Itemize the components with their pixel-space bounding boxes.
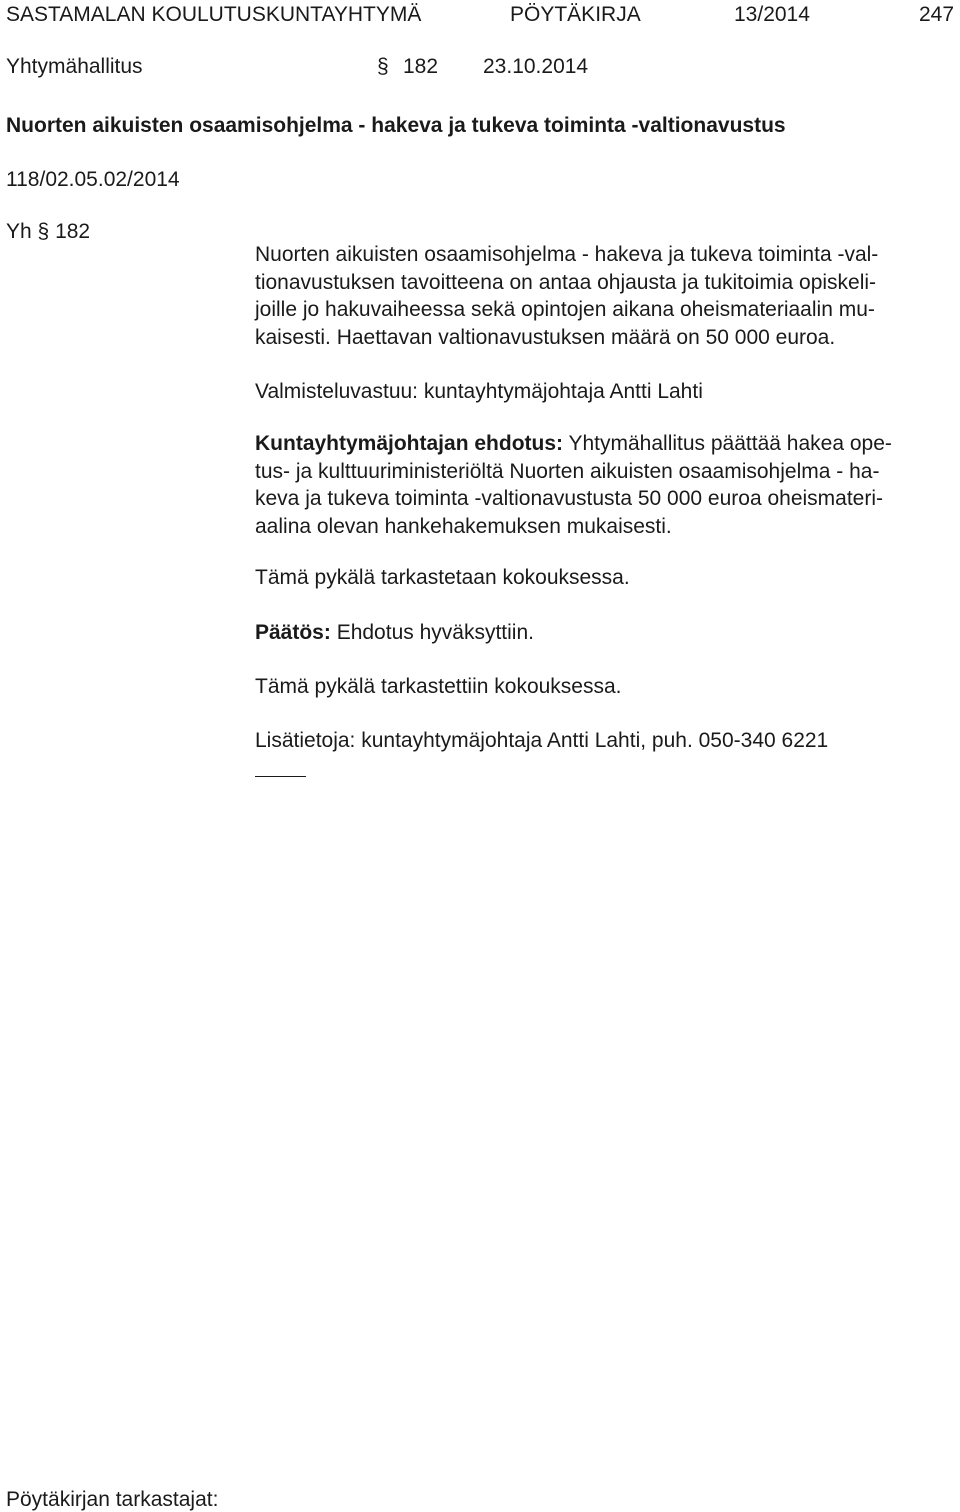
checkers-label: Pöytäkirjan tarkastajat: (6, 1488, 219, 1511)
intro-line: Nuorten aikuisten osaamisohjelma - hakeva ja tukeva toiminta -val- (255, 243, 879, 266)
body-name: Yhtymähallitus (6, 55, 143, 78)
proposal-paragraph (255, 430, 955, 540)
document-type: PÖYTÄKIRJA (510, 3, 641, 26)
section-heading-number: 182 (55, 220, 91, 243)
meeting-date: 23.10.2014 (483, 55, 589, 78)
check-note: Tämä pykälä tarkastetaan kokouksessa. (255, 566, 630, 589)
section-heading (6, 221, 90, 242)
section-label: Yh (6, 220, 32, 243)
intro-paragraph (255, 241, 955, 351)
proposal-line: aalina olevan hankehakemuksen mukaisesti. (255, 514, 672, 538)
preparer-line: Valmisteluvastuu: kuntayhtymäjohtaja Antti Lahti (255, 380, 703, 403)
proposal-first-line (255, 430, 955, 458)
more-info-line: Lisätietoja: kuntayhtymäjohtaja Antti Lahti, puh. 050-340 6221 (255, 729, 829, 752)
proposal-line: keva ja tukeva toiminta -valtionavustusta 50 000 euroa oheismateri- (255, 487, 884, 510)
checked-note: Tämä pykälä tarkastettiin kokouksessa. (255, 675, 622, 698)
intro-line: joille jo hakuvaiheessa sekä opintojen aikana oheismateriaalin mu- (255, 298, 875, 321)
document-number: 13/2014 (734, 3, 810, 26)
proposal-label: Kuntayhtymäjohtajan ehdotus: (255, 432, 564, 455)
header-section-number: 182 (403, 55, 439, 78)
organization-name: SASTAMALAN KOULUTUSKUNTAYHTYMÄ (6, 3, 422, 26)
section-heading-symbol: § (37, 220, 50, 243)
decision-label: Päätös: (255, 621, 331, 644)
item-reference: 118/02.05.02/2014 (6, 168, 180, 191)
proposal-line: tus- ja kulttuuriministeriöltä Nuorten aikuisten osaamisohjelma - ha- (255, 459, 880, 483)
proposal-first-text: Yhtymähallitus päättää hakea ope- (563, 432, 892, 455)
decision-text: Ehdotus hyväksyttiin. (330, 621, 534, 644)
item-title: Nuorten aikuisten osaamisohjelma - hakeva ja tukeva toiminta -valtionavustus (6, 114, 786, 137)
intro-line: tionavustuksen tavoitteena on antaa ohjausta ja tukitoimia opiskeli- (255, 270, 877, 294)
page-number: 247 (919, 3, 955, 26)
end-rule (255, 776, 306, 777)
intro-line: kaisesti. Haettavan valtionavustuksen määrä on 50 000 euroa. (255, 325, 836, 349)
decision-line (255, 619, 955, 647)
section-symbol: § (377, 55, 389, 78)
